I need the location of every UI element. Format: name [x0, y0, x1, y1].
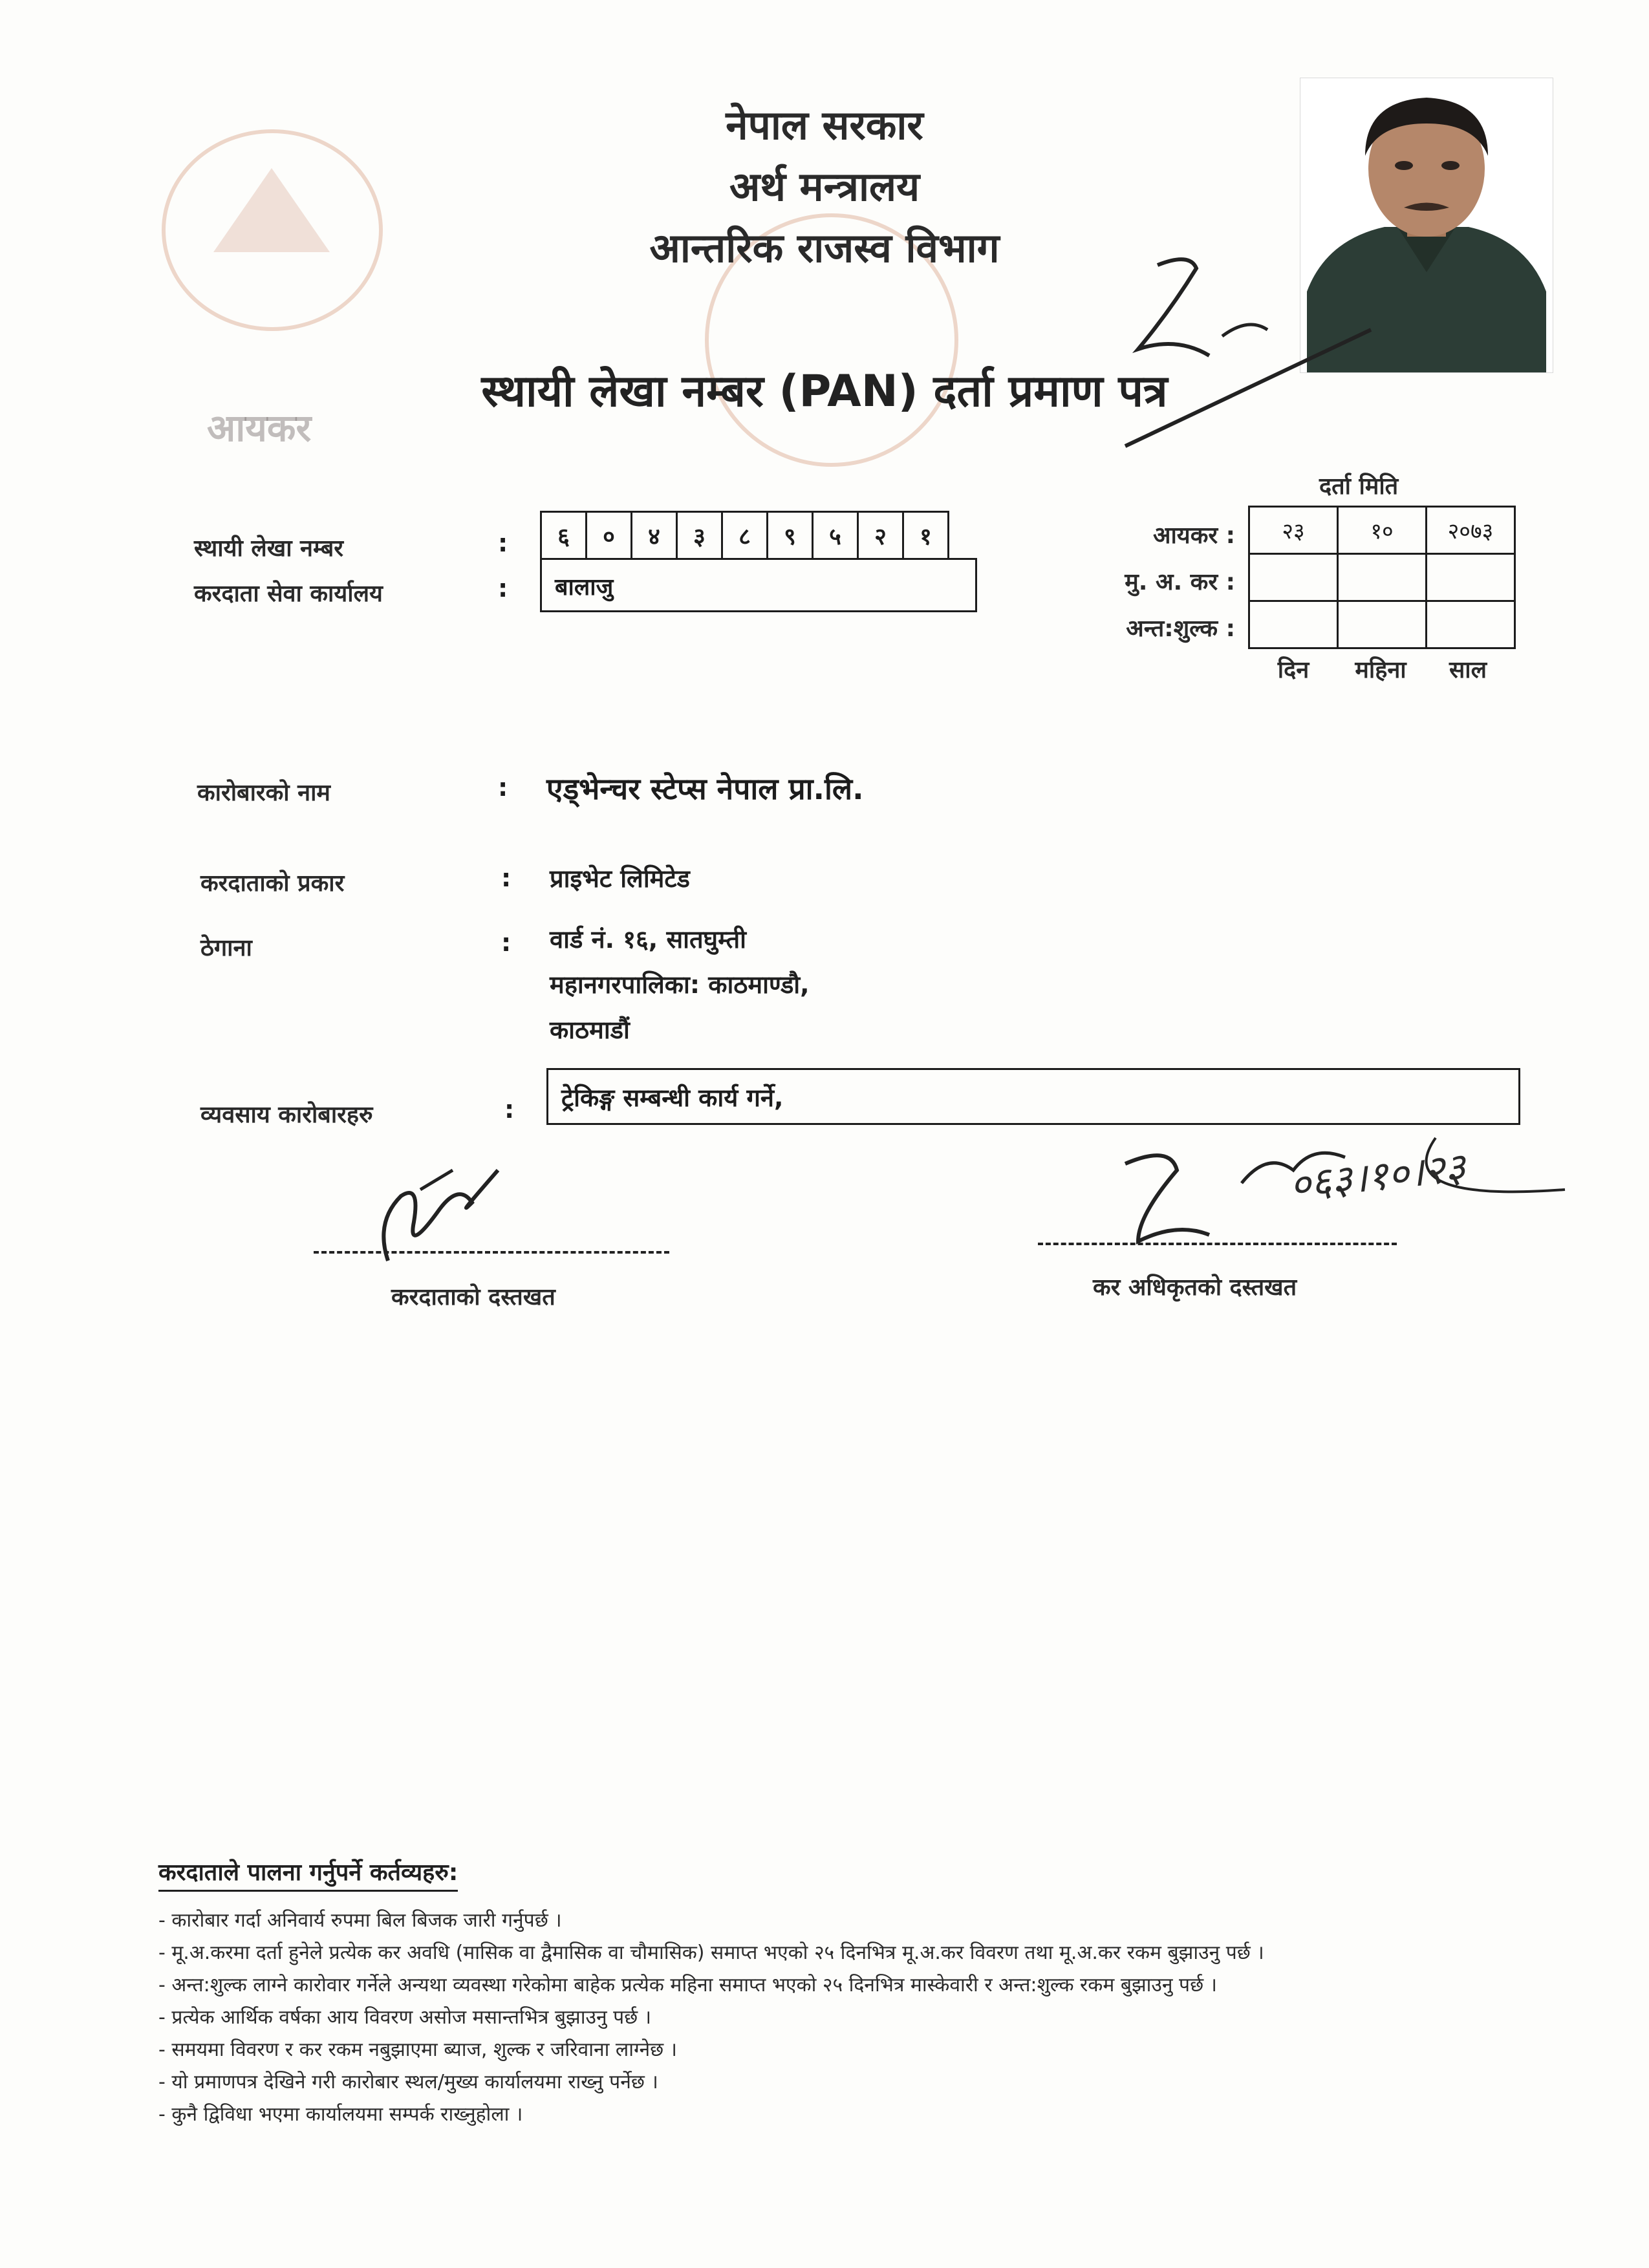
office-colon: : [498, 574, 508, 603]
pan-digit: ५ [813, 512, 858, 559]
address-label: ठेगाना [200, 935, 252, 961]
officer-signature-over-photo [1099, 239, 1423, 459]
reg-income-tax-day: २३ [1249, 507, 1338, 554]
pan-digit: ६ [541, 512, 587, 559]
pan-digit: ४ [632, 512, 677, 559]
address-colon: : [501, 928, 512, 957]
reg-excise-year [1427, 601, 1515, 648]
col-year: साल [1449, 657, 1487, 683]
header-government: नेपाल सरकार [726, 102, 923, 149]
pan-label: स्थायी लेखा नम्बर [194, 535, 344, 562]
reg-income-tax-month: १० [1338, 507, 1427, 554]
duty-item: - अन्त:शुल्क लाग्ने कारोवार गर्नेले अन्यथा व्यवस्था गरेकोमा बाहेक प्रत्येक महिना समाप्त भएको २५ दिनभित्र मास्केवारी र अन्त:शुल्क रकम बुझाउनु पर्छ । [158, 1974, 1218, 1996]
pan-number-boxes [540, 511, 949, 560]
income-tax-stamp: आयकर [207, 406, 312, 450]
office-box [540, 558, 977, 612]
pan-digit: २ [858, 512, 903, 559]
officer-signature-line [1038, 1243, 1397, 1245]
duties-heading: करदाताले पालना गर्नुपर्ने कर्तव्यहरु: [158, 1856, 458, 1892]
reg-income-tax-year: २०७३ [1427, 507, 1515, 554]
pan-digit: ८ [722, 512, 768, 559]
taxpayer-type-colon: : [501, 864, 512, 892]
business-activities-colon: : [504, 1095, 515, 1124]
reg-excise-month [1338, 601, 1427, 648]
officer-signature-caption: कर अधिकृतको दस्तखत [1093, 1274, 1297, 1301]
reg-vat-year [1427, 554, 1515, 601]
pan-colon: : [498, 529, 508, 557]
business-name-label: कारोबारको नाम [197, 780, 330, 806]
reg-excise-day [1249, 601, 1338, 648]
office-value: बालाजु [555, 574, 614, 601]
pan-digit: ९ [768, 512, 813, 559]
office-label: करदाता सेवा कार्यालय [194, 581, 383, 607]
registration-date-table [1248, 506, 1516, 649]
reg-label-income-tax: आयकर : [1153, 522, 1235, 549]
duty-item: - कारोबार गर्दा अनिवार्य रुपमा बिल बिजक जारी गर्नुपर्छ । [158, 1909, 562, 1932]
officer-handwritten-date: ०६३।१०।२३ [1287, 1143, 1468, 1209]
reg-label-excise: अन्त:शुल्क : [1126, 615, 1235, 642]
reg-vat-month [1338, 554, 1427, 601]
pan-digit: ० [587, 512, 632, 559]
duty-item: - मू.अ.करमा दर्ता हुनेले प्रत्येक कर अवधि (मासिक वा द्वैमासिक वा चौमासिक) समाप्त भएको २५ दिनभित्र मू.अ.कर विवरण तथा मू.अ.कर रकम बुझाउनु पर्छ । [158, 1942, 1264, 1964]
taxpayer-type-value: प्राइभेट लिमिटेड [550, 864, 690, 893]
reg-vat-day [1249, 554, 1338, 601]
certificate-title: स्थायी लेखा नम्बर (PAN) दर्ता प्रमाण पत्र [481, 366, 1168, 417]
address-line1: वार्ड नं. १६, सातघुम्ती [550, 925, 746, 954]
pan-digit: १ [903, 512, 949, 559]
col-month: महिना [1355, 657, 1406, 683]
duty-item: - कुनै द्विविधा भएमा कार्यालयमा सम्पर्क राख्नुहोला । [158, 2103, 523, 2126]
duty-item: - प्रत्येक आर्थिक वर्षका आय विवरण असोज मसान्तभित्र बुझाउनु पर्छ । [158, 2006, 652, 2029]
duty-item: - यो प्रमाणपत्र देखिने गरी कारोबार स्थल/मुख्य कार्यालयमा राख्नु पर्नेछ । [158, 2071, 658, 2093]
business-activities-label: व्यवसाय कारोबारहरु [200, 1102, 373, 1128]
business-name-value: एड्भेन्चर स्टेप्स नेपाल प्रा.लि. [546, 771, 864, 806]
address-line2: महानगरपालिका: काठमाण्डौ, [550, 970, 810, 999]
address-line3: काठमाडौं [550, 1016, 630, 1044]
header-ministry: अर्थ मन्त्रालय [729, 163, 920, 210]
pan-digit: ३ [677, 512, 722, 559]
business-activities-value: ट्रेकिङ्ग सम्बन्धी कार्य गर्ने, [561, 1084, 784, 1112]
duty-item: - समयमा विवरण र कर रकम नबुझाएमा ब्याज, शुल्क र जरिवाना लाग्नेछ । [158, 2038, 678, 2061]
taxpayer-signature [349, 1144, 543, 1274]
taxpayer-signature-line [314, 1251, 669, 1254]
business-name-colon: : [498, 773, 508, 802]
header-department: आन्तरिक राजस्व विभाग [649, 224, 1000, 272]
taxpayer-type-label: करदाताको प्रकार [200, 870, 345, 897]
reg-label-vat: मु. अ. कर : [1125, 569, 1235, 595]
col-day: दिन [1277, 657, 1310, 683]
registration-date-heading: दर्ता मिति [1319, 473, 1399, 500]
taxpayer-signature-caption: करदाताको दस्तखत [391, 1284, 555, 1311]
